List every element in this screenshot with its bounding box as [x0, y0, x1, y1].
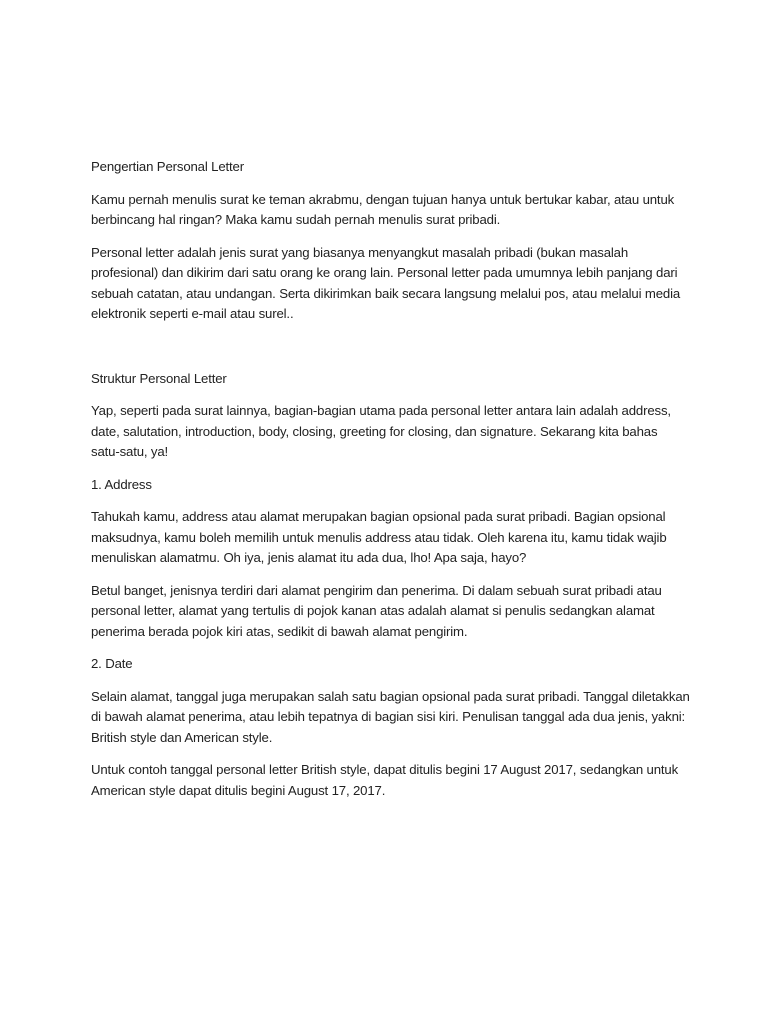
text-line: maksudnya, kamu boleh memilih untuk menulis address atau tidak. Oleh karena itu, kamu tidak wajib — [91, 529, 667, 545]
text-line: Kamu pernah menulis surat ke teman akrabmu, dengan tujuan hanya untuk bertukar kabar, atau untuk — [91, 191, 675, 207]
text-line: menuliskan alamatmu. Oh iya, jenis alamat itu ada dua, lho! Apa saja, hayo? — [91, 550, 527, 565]
paragraph-intro — [91, 190, 691, 231]
item-title-address: 1. Address — [91, 476, 152, 492]
text-line: Tahukah kamu, address atau alamat merupakan bagian opsional pada surat pribadi. Bagian opsional — [91, 509, 666, 524]
document-body — [91, 157, 691, 813]
paragraph-date-2 — [91, 760, 691, 801]
text-line: elektronik seperti e-mail atau surel.. — [91, 306, 294, 321]
section-heading-struktur: Struktur Personal Letter — [91, 370, 227, 386]
paragraph-structure-intro — [91, 401, 691, 463]
text-line: date, salutation, introduction, body, closing, greeting for closing, dan signature. Sekarang kita bahas — [91, 423, 658, 439]
text-line: Selain alamat, tanggal juga merupakan salah satu bagian opsional pada surat pribadi. Tanggal diletakkan — [91, 688, 690, 704]
text-line: Personal letter adalah jenis surat yang biasanya menyangkut masalah pribadi (bukan masalah — [91, 244, 629, 260]
text-line: profesional) dan dikirim dari satu orang ke orang lain. Personal letter pada umumnya lebih panjang dari — [91, 265, 678, 280]
text-line: penerima berada pojok kiri atas, sedikit di bawah alamat pengirim. — [91, 623, 468, 639]
text-line: sebuah catatan, atau undangan. Serta dikirimkan baik secara langsung melalui pos, atau melalui media — [91, 285, 681, 301]
paragraph-address-2 — [91, 581, 691, 643]
text-line: personal letter, alamat yang tertulis di pojok kanan atas adalah alamat si penulis sedangkan alamat — [91, 603, 655, 618]
paragraph-date-1 — [91, 687, 691, 749]
text-line: American style dapat ditulis begini August 17, 2017. — [91, 782, 386, 798]
text-line: Betul banget, jenisnya terdiri dari alamat pengirim dan penerima. Di dalam sebuah surat pribadi atau — [91, 582, 662, 598]
text-line: di bawah alamat penerima, atau lebih tepatnya di bagian sisi kiri. Penulisan tanggal ada dua jenis, yakni: — [91, 709, 686, 724]
text-line: satu-satu, ya! — [91, 444, 169, 459]
text-line: berbincang hal ringan? Maka kamu sudah pernah menulis surat pribadi. — [91, 212, 501, 227]
section-heading-pengertian: Pengertian Personal Letter — [91, 159, 244, 174]
text-line: Yap, seperti pada surat lainnya, bagian-bagian utama pada personal letter antara lain adalah address, — [91, 403, 671, 418]
paragraph-address-1 — [91, 507, 691, 569]
text-line: British style dan American style. — [91, 729, 273, 745]
section-spacer — [91, 337, 691, 369]
text-line: Untuk contoh tanggal personal letter British style, dapat ditulis begini 17 August 2017, sedangkan untuk — [91, 762, 679, 777]
item-title-date: 2. Date — [91, 656, 133, 671]
paragraph-definition — [91, 243, 691, 325]
